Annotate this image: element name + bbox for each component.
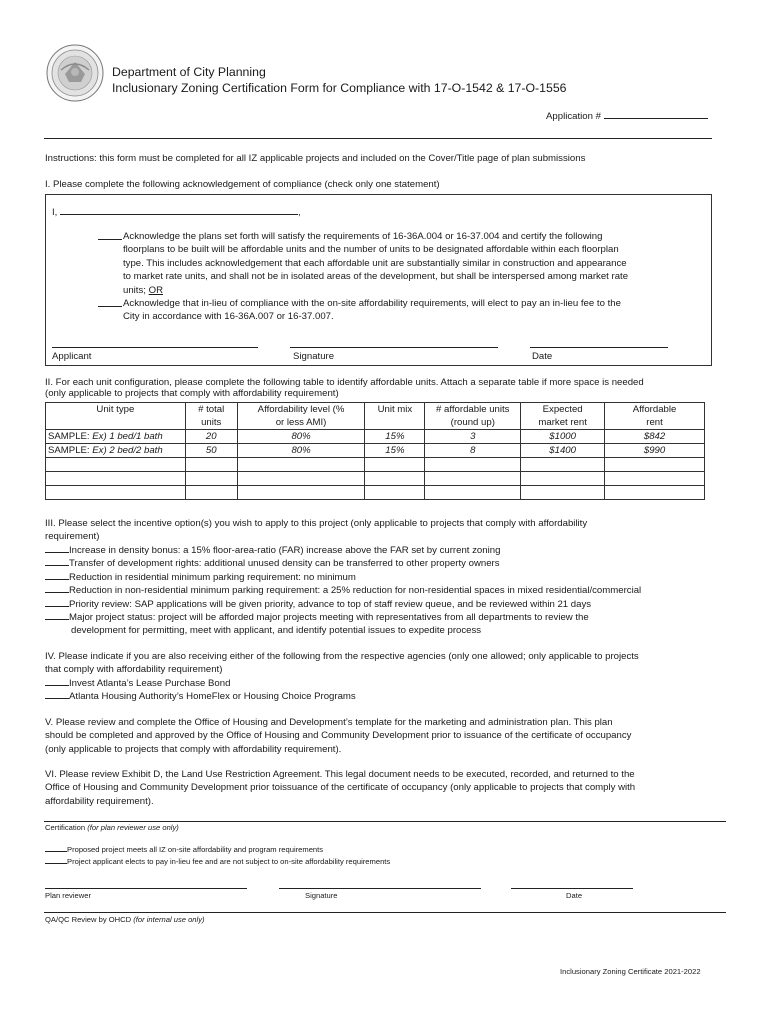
section1-heading: I. Please complete the following acknowledgement of compliance (check only one statement) (45, 179, 440, 190)
table-cell[interactable] (521, 458, 605, 472)
date-line[interactable] (530, 347, 668, 348)
column-header: Unit type (46, 403, 186, 430)
column-header: Expected market rent (521, 403, 605, 430)
table-header-row (46, 403, 705, 430)
section3-heading-line: requirement) (45, 531, 100, 543)
signature-label: Signature (293, 351, 335, 362)
city-seal-logo (46, 44, 104, 102)
section4-heading-line: IV. Please indicate if you are also receiving either of the following from the respective agencies (only one allowed; only applicable to projects (45, 651, 639, 662)
plan-reviewer-line[interactable] (45, 888, 247, 889)
column-header: Affordability level (% or less AMI) (237, 403, 365, 430)
certification-checkbox-blank[interactable] (45, 851, 67, 852)
table-cell[interactable] (605, 458, 705, 472)
footer-text: Inclusionary Zoning Certificate 2021-2022 (560, 967, 701, 976)
section2-heading-line: (only applicable to projects that comply with affordability requirement) (45, 388, 339, 400)
option2-line: City in accordance with 16-36A.007 or 16-37.007. (123, 311, 334, 323)
affordable-units-table (45, 402, 705, 500)
incentive-checkbox-blank[interactable] (45, 579, 69, 580)
table-row (46, 430, 705, 444)
section5 (45, 716, 631, 756)
table-cell[interactable] (365, 458, 425, 472)
section3-heading (45, 517, 587, 544)
column-header: Unit mix (365, 403, 425, 430)
table-cell[interactable]: SAMPLE: Ex) 1 bed/1 bath (46, 430, 186, 444)
applicant-name-field[interactable]: I, , (52, 207, 301, 218)
table-cell[interactable] (605, 486, 705, 500)
column-header: # affordable units (round up) (425, 403, 521, 430)
incentive-option[interactable]: Priority review: SAP applications will be given priority, advance to top of staff review queue, and be reviewed within 21 days (45, 598, 641, 611)
option2-line: Acknowledge that in-lieu of compliance with the on-site affordability requirements, will elect to pay an in-lieu fee to the (123, 298, 621, 309)
application-number-field[interactable] (546, 110, 708, 123)
table-cell[interactable] (521, 486, 605, 500)
agency-checkbox-blank[interactable] (45, 685, 69, 686)
option1-text (123, 230, 628, 297)
table-cell[interactable] (46, 486, 186, 500)
table-cell[interactable] (425, 458, 521, 472)
table-row-empty (46, 486, 705, 500)
option1-line: Acknowledge the plans set forth will satisfy the requirements of 16-36A.004 or 16-37.004 and certify the following (123, 231, 603, 242)
qa-review-heading (45, 914, 205, 926)
option1-line: to market rate units, and shall not be in isolated areas of the development, but shall be interspersed among market rate (123, 271, 629, 283)
reviewer-signature-line[interactable] (279, 888, 481, 889)
table-cell[interactable] (521, 472, 605, 486)
application-number-blank[interactable] (604, 118, 708, 119)
section5-line: (only applicable to projects that comply with affordability requirement). (45, 743, 342, 755)
department-name: Department of City Planning (112, 65, 266, 79)
certification-label: Certification (45, 823, 86, 832)
table-cell[interactable] (185, 472, 237, 486)
table-cell[interactable] (365, 486, 425, 500)
table-cell[interactable]: $1400 (521, 444, 605, 458)
table-cell[interactable]: 80% (237, 430, 365, 444)
certification-heading (45, 822, 179, 834)
plan-reviewer-label: Plan reviewer (45, 891, 92, 900)
form-title: Inclusionary Zoning Certification Form for Compliance with 17-O-1542 & 17-O-1556 (112, 81, 567, 95)
table-cell[interactable]: 15% (365, 430, 425, 444)
section6-line: Office of Housing and Community Development prior toissuance of the certificate of occupancy (only applicable to projects that comply with (45, 782, 636, 794)
section3-heading-line: III. Please select the incentive option(s) you wish to apply to this project (only applicable to projects that comply with affordability (45, 518, 588, 529)
column-header: Affordable rent (605, 403, 705, 430)
application-number-label: Application # (546, 111, 601, 122)
section5-line: should be completed and approved by the Office of Housing and Community Development prior to issuance of the certificate of occupancy (45, 730, 632, 742)
table-cell[interactable]: 8 (425, 444, 521, 458)
section6-line: VI. Please review Exhibit D, the Land Use Restriction Agreement. This legal document needs to be executed, recorded, and returned to the (45, 769, 635, 780)
table-cell[interactable]: 3 (425, 430, 521, 444)
incentive-option[interactable]: Transfer of development rights: additional unused density can be transferred to other property owners (45, 557, 641, 570)
option2-text (123, 297, 621, 324)
option1-line: floorplans to be built will be affordable units and the number of units to be designated affordable within each floorplan (123, 244, 619, 256)
qa-label: QA/QC Review by OHCD (45, 915, 132, 924)
table-cell[interactable] (605, 472, 705, 486)
certification-option[interactable]: Project applicant elects to pay in-lieu fee and are not subject to on-site affordability requirements (45, 856, 390, 868)
section5-line: V. Please review and complete the Office of Housing and Development’s template for the marketing and administration plan. This plan (45, 717, 613, 728)
table-cell[interactable] (46, 458, 186, 472)
table-cell[interactable] (237, 486, 365, 500)
applicant-line[interactable] (52, 347, 258, 348)
table-cell[interactable]: $842 (605, 430, 705, 444)
incentive-options (45, 544, 641, 638)
table-cell[interactable] (425, 472, 521, 486)
table-cell[interactable]: 50 (185, 444, 237, 458)
header-divider (44, 138, 712, 139)
qa-divider (44, 912, 726, 913)
table-cell[interactable] (237, 472, 365, 486)
option2-checkbox-blank[interactable] (98, 296, 122, 307)
table-row-empty (46, 472, 705, 486)
or-label: OR (148, 284, 163, 296)
name-prefix: I, (52, 207, 58, 218)
table-cell[interactable]: $990 (605, 444, 705, 458)
reviewer-date-label: Date (566, 891, 583, 900)
incentive-checkbox-blank[interactable] (45, 565, 69, 566)
table-cell[interactable]: SAMPLE: Ex) 2 bed/2 bath (46, 444, 186, 458)
table-cell[interactable]: $1000 (521, 430, 605, 444)
table-row-empty (46, 458, 705, 472)
applicant-name-blank[interactable] (60, 214, 298, 215)
option1-checkbox-blank[interactable] (98, 229, 122, 240)
table-row (46, 444, 705, 458)
column-header: # total units (185, 403, 237, 430)
incentive-checkbox-blank[interactable] (45, 552, 69, 553)
table-cell[interactable] (237, 458, 365, 472)
certification-checkbox-blank[interactable] (45, 863, 67, 864)
incentive-checkbox-blank[interactable] (45, 619, 69, 620)
agency-options (45, 677, 356, 704)
table-cell[interactable] (46, 472, 186, 486)
certification-options (45, 844, 390, 868)
incentive-option[interactable]: Reduction in residential minimum parking requirement: no minimum (45, 571, 641, 584)
table-cell[interactable] (185, 458, 237, 472)
certification-option[interactable]: Proposed project meets all IZ on-site affordability and program requirements (45, 844, 390, 856)
agency-checkbox-blank[interactable] (45, 698, 69, 699)
section2-heading (45, 376, 644, 401)
section4-heading-line: that comply with affordability requirement) (45, 664, 223, 676)
instructions: Instructions: this form must be completed for all IZ applicable projects and included on the Cover/Title page of plan submissions (45, 153, 586, 164)
section6-line: affordability requirement). (45, 795, 154, 807)
agency-option[interactable]: Atlanta Housing Authority’s HomeFlex or Housing Choice Programs (45, 690, 356, 703)
section4-heading (45, 650, 639, 677)
incentive-option[interactable]: Major project status: project will be afforded major projects meeting with representatives from all departments to review the (45, 611, 641, 624)
incentive-checkbox-blank[interactable] (45, 606, 69, 607)
signature-line[interactable] (290, 347, 498, 348)
reviewer-date-line[interactable] (511, 888, 633, 889)
section2-heading-line: II. For each unit configuration, please complete the following table to identify affordable units. Attach a separate table if more space is needed (45, 377, 644, 388)
reviewer-signature-label: Signature (305, 891, 338, 900)
incentive-option-continuation: development for permitting, meet with applicant, and identify potential issues to expedite process (71, 625, 482, 637)
qa-note: (for internal use only) (133, 915, 205, 924)
table-cell[interactable]: 20 (185, 430, 237, 444)
section6 (45, 768, 635, 808)
table-cell[interactable]: 80% (237, 444, 365, 458)
incentive-option[interactable]: Reduction in non-residential minimum parking requirement: a 25% reduction for non-residential spaces in mixed residential/commercial (45, 584, 641, 597)
option1-line: units; (123, 284, 146, 296)
option1-line: type. This includes acknowledgement that each affordable unit are substantially similar in construction and appearance (123, 257, 627, 269)
applicant-label: Applicant (52, 351, 92, 362)
table-cell[interactable] (365, 472, 425, 486)
incentive-checkbox-blank[interactable] (45, 592, 69, 593)
certification-note: (for plan reviewer use only) (87, 823, 179, 832)
date-label: Date (532, 351, 553, 362)
table-cell[interactable] (185, 486, 237, 500)
incentive-option[interactable]: Increase in density bonus: a 15% floor-area-ratio (FAR) increase above the FAR set by current zoning (45, 544, 641, 557)
table-cell[interactable]: 15% (365, 444, 425, 458)
agency-option[interactable]: Invest Atlanta’s Lease Purchase Bond (45, 677, 356, 690)
table-cell[interactable] (425, 486, 521, 500)
